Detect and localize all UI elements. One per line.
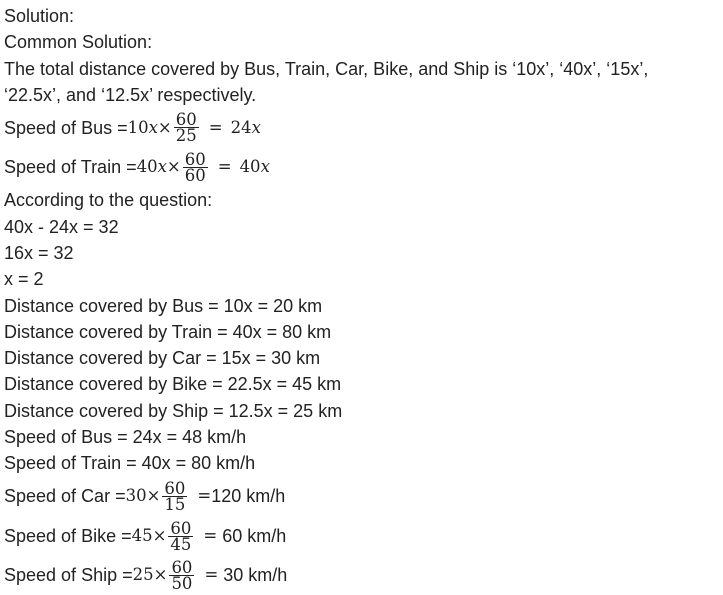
bike-speed-label: Speed of Bike = bbox=[4, 525, 132, 546]
common-solution-heading: Common Solution: bbox=[4, 32, 153, 53]
bike-speed-coefficient: 45 bbox=[131, 525, 153, 545]
solution-heading: Solution: bbox=[4, 6, 75, 26]
fraction-numerator: 60 bbox=[184, 150, 206, 170]
bus-speed-result-coefficient: 24 bbox=[230, 117, 252, 137]
distance-train: Distance covered by Train = 40x = 80 km bbox=[4, 321, 332, 342]
equation-step-2: 16x = 32 bbox=[4, 242, 74, 263]
bus-speed-formula bbox=[4, 108, 723, 148]
train-speed-result-variable: x bbox=[260, 157, 270, 177]
ship-speed-label: Speed of Ship = bbox=[4, 565, 133, 586]
times-sign: × bbox=[146, 486, 161, 506]
bike-speed-fraction bbox=[168, 518, 193, 554]
train-speed-fraction bbox=[183, 150, 208, 186]
equals-sign: = bbox=[197, 486, 212, 506]
speed-bus: Speed of Bus = 24x = 48 km/h bbox=[4, 427, 247, 448]
bus-speed-fraction bbox=[174, 110, 199, 146]
fraction-numerator: 60 bbox=[170, 518, 192, 538]
fraction-denominator: 50 bbox=[171, 574, 193, 594]
train-speed-formula bbox=[4, 148, 723, 188]
distance-bus: Distance covered by Bus = 10x = 20 km bbox=[4, 295, 323, 316]
car-speed-result: 120 km/h bbox=[211, 486, 286, 507]
train-speed-coefficient: 40 bbox=[136, 157, 158, 177]
times-sign: × bbox=[157, 117, 172, 137]
train-speed-label: Speed of Train = bbox=[4, 157, 137, 178]
bike-speed-result: 60 km/h bbox=[217, 525, 287, 546]
train-speed-result-coefficient: 40 bbox=[239, 157, 261, 177]
equals-sign: = bbox=[217, 157, 232, 177]
times-sign: × bbox=[153, 565, 168, 585]
distance-car: Distance covered by Car = 15x = 30 km bbox=[4, 348, 321, 369]
equation-step-1: 40x - 24x = 32 bbox=[4, 216, 119, 237]
fraction-denominator: 60 bbox=[184, 166, 206, 186]
equals-sign: = bbox=[204, 565, 219, 585]
bus-speed-label: Speed of Bus = bbox=[4, 117, 128, 138]
train-speed-variable: x bbox=[157, 157, 167, 177]
ship-speed-formula bbox=[4, 556, 723, 595]
fraction-denominator: 45 bbox=[170, 534, 192, 554]
car-speed-label: Speed of Car = bbox=[4, 486, 126, 507]
equals-sign: = bbox=[203, 525, 218, 545]
ship-speed-result: 30 km/h bbox=[218, 565, 288, 586]
bike-speed-formula bbox=[4, 516, 723, 556]
bus-speed-result-variable: x bbox=[251, 117, 261, 137]
distance-bike: Distance covered by Bike = 22.5x = 45 km bbox=[4, 374, 342, 395]
intro-text-line-1: The total distance covered by Bus, Train, Car, Bike, and Ship is ‘10x’, ‘40x’, ‘15x’, bbox=[4, 58, 649, 79]
fraction-numerator: 60 bbox=[164, 478, 186, 498]
intro-text-line-2: ‘22.5x’, and ‘12.5x’ respectively. bbox=[4, 84, 257, 105]
fraction-denominator: 25 bbox=[175, 126, 197, 146]
times-sign: × bbox=[152, 525, 167, 545]
according-to-question: According to the question: bbox=[4, 190, 213, 211]
equals-sign: = bbox=[208, 117, 223, 137]
bus-speed-coefficient: 10 bbox=[127, 117, 149, 137]
equation-step-3: x = 2 bbox=[4, 269, 44, 290]
times-sign: × bbox=[166, 157, 181, 177]
ship-speed-coefficient: 25 bbox=[132, 565, 154, 585]
car-speed-formula bbox=[4, 477, 723, 517]
car-speed-coefficient: 30 bbox=[125, 486, 147, 506]
fraction-numerator: 60 bbox=[171, 558, 193, 578]
speed-train: Speed of Train = 40x = 80 km/h bbox=[4, 453, 256, 474]
distance-ship: Distance covered by Ship = 12.5x = 25 km bbox=[4, 400, 343, 421]
fraction-numerator: 60 bbox=[175, 110, 197, 130]
car-speed-fraction bbox=[162, 478, 187, 514]
bus-speed-variable: x bbox=[148, 117, 158, 137]
fraction-denominator: 15 bbox=[164, 494, 186, 514]
